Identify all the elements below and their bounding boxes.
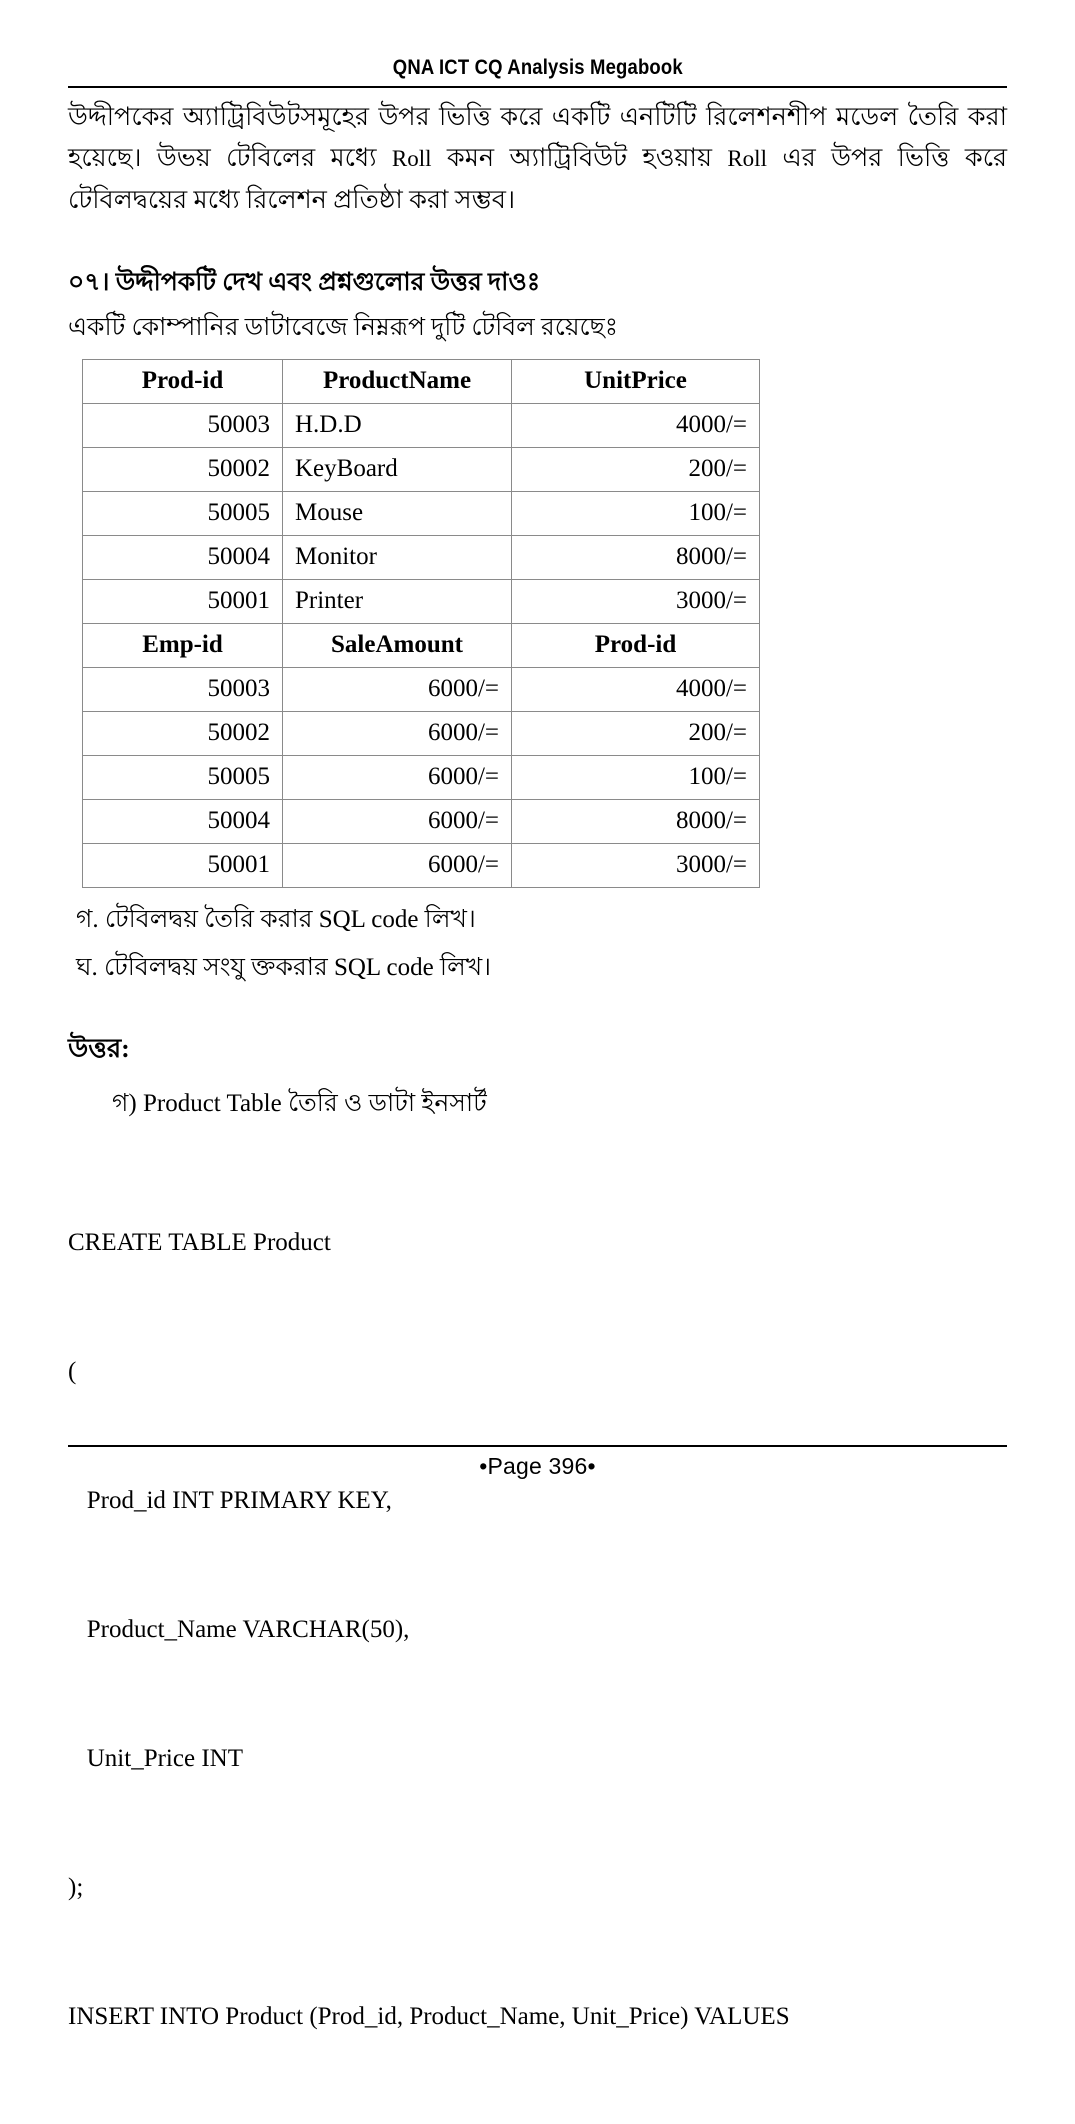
cell-unit-price: 100/= xyxy=(512,491,760,535)
column-header-prod-id: Prod-id xyxy=(83,359,283,403)
cell-emp-id: 50005 xyxy=(83,755,283,799)
cell-product-name: Printer xyxy=(283,579,512,623)
table-header-row-product xyxy=(83,359,760,403)
table-row xyxy=(83,755,760,799)
stimulus-tables xyxy=(82,359,760,888)
cell-prod-id-ref: 200/= xyxy=(512,711,760,755)
table-row xyxy=(83,711,760,755)
page-header xyxy=(68,0,1007,79)
table-row xyxy=(83,843,760,887)
page-number: •Page 396• xyxy=(479,1453,596,1479)
cell-unit-price: 200/= xyxy=(512,447,760,491)
table-row xyxy=(83,403,760,447)
column-header-sale-amount: SaleAmount xyxy=(283,623,512,667)
sql-code-line: Product_Name VARCHAR(50), xyxy=(68,1616,410,1644)
answer-label: উত্তর: xyxy=(68,1034,130,1064)
sql-code-line: Prod_id INT PRIMARY KEY, xyxy=(68,1487,392,1515)
intro-part-2: কমন অ্যাট্রিবিউট হওয়ায় xyxy=(431,143,728,173)
cell-prod-id: 50005 xyxy=(83,491,283,535)
sql-code-line: CREATE TABLE Product xyxy=(68,1229,331,1257)
cell-prod-id: 50004 xyxy=(83,535,283,579)
cell-unit-price: 8000/= xyxy=(512,535,760,579)
cell-product-name: Monitor xyxy=(283,535,512,579)
sub-question-gha: ঘ. টেবিলদ্বয় সংযু ক্তকরার SQL code লিখ। xyxy=(76,954,492,982)
cell-unit-price: 3000/= xyxy=(512,579,760,623)
table-row xyxy=(83,491,760,535)
intro-roman-2: Roll xyxy=(727,146,767,172)
table-body xyxy=(83,359,760,887)
cell-prod-id-ref: 4000/= xyxy=(512,667,760,711)
cell-prod-id-ref: 3000/= xyxy=(512,843,760,887)
cell-sale-amount: 6000/= xyxy=(283,667,512,711)
intro-paragraph xyxy=(68,96,1007,220)
answer-sub-label: গ) Product Table তৈরি ও ডাটা ইনসার্ট xyxy=(112,1089,487,1117)
cell-unit-price: 4000/= xyxy=(512,403,760,447)
cell-emp-id: 50004 xyxy=(83,799,283,843)
cell-prod-id: 50003 xyxy=(83,403,283,447)
sql-code-line: ); xyxy=(68,1874,84,1902)
column-header-prod-id-2: Prod-id xyxy=(512,623,760,667)
sql-code-line: Unit_Price INT xyxy=(68,1745,243,1773)
table-header-row-sales xyxy=(83,623,760,667)
cell-sale-amount: 6000/= xyxy=(283,711,512,755)
cell-product-name: Mouse xyxy=(283,491,512,535)
cell-sale-amount: 6000/= xyxy=(283,799,512,843)
sql-code-block xyxy=(68,1135,1007,2124)
column-header-unit-price: UnitPrice xyxy=(512,359,760,403)
table-row xyxy=(83,799,760,843)
cell-prod-id-ref: 100/= xyxy=(512,755,760,799)
table-row xyxy=(83,447,760,491)
cell-prod-id: 50001 xyxy=(83,579,283,623)
cell-prod-id: 50002 xyxy=(83,447,283,491)
header-divider xyxy=(68,86,1007,88)
cell-emp-id: 50003 xyxy=(83,667,283,711)
cell-sale-amount: 6000/= xyxy=(283,755,512,799)
cell-emp-id: 50001 xyxy=(83,843,283,887)
column-header-product-name: ProductName xyxy=(283,359,512,403)
cell-product-name: H.D.D xyxy=(283,403,512,447)
sql-code-line: ( xyxy=(68,1358,77,1386)
intro-roman-1: Roll xyxy=(391,146,432,172)
cell-sale-amount: 6000/= xyxy=(283,843,512,887)
table-row xyxy=(83,535,760,579)
table-row xyxy=(83,579,760,623)
book-title: QNA ICT CQ Analysis Megabook xyxy=(392,56,683,79)
cell-product-name: KeyBoard xyxy=(283,447,512,491)
cell-emp-id: 50002 xyxy=(83,711,283,755)
intro-part-3: এর উপর ভিত্তি করে টেবিলদ্বয়ের মধ্যে রিলেশন প্রতিষ্ঠা করা সম্ভব। xyxy=(68,143,1007,214)
question-heading: ০৭। উদ্দীপকটি দেখ এবং প্রশ্নগুলোর উত্তর দাওঃ xyxy=(68,268,541,296)
cell-prod-id-ref: 8000/= xyxy=(512,799,760,843)
sub-question-ga: গ. টেবিলদ্বয় তৈরি করার SQL code লিখ। xyxy=(76,905,476,933)
footer-divider xyxy=(68,1445,1007,1447)
question-lead-text: একটি কোম্পানির ডাটাবেজে নিম্নরূপ দুটি টেবিল রয়েছেঃ xyxy=(68,314,619,342)
column-header-emp-id: Emp-id xyxy=(83,623,283,667)
sql-code-line: INSERT INTO Product (Prod_id, Product_Name, Unit_Price) VALUES xyxy=(68,2003,790,2031)
intro-part-1: উদ্দীপকের অ্যাট্রিবিউটসমূহের উপর ভিত্তি করে একটি এনটিটি রিলেশনশীপ মডেল তৈরি করা হয়েছে। উভয় টেবিলের মধ্যে xyxy=(68,102,1007,173)
table-row xyxy=(83,667,760,711)
page-footer xyxy=(68,1445,1007,1480)
